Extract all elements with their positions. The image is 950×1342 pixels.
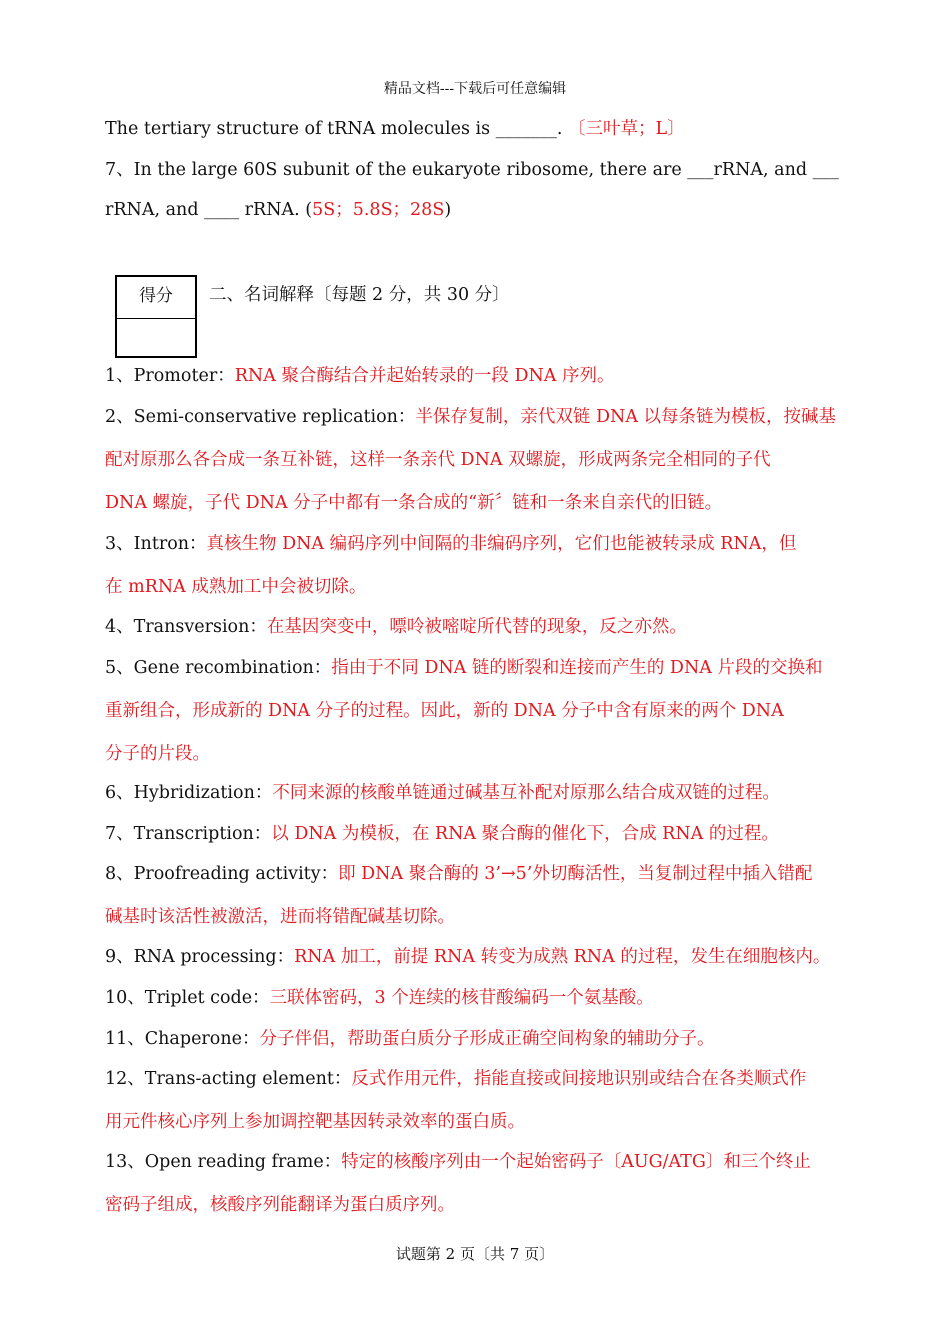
term-2-line-3: DNA 螺旋，子代 DNA 分子中都有一条合成的“新〞链和一条来自亲代的旧链。 [105, 493, 723, 513]
term-8 [105, 862, 850, 886]
term-7 [105, 822, 850, 846]
term-definition: 三联体密码，3 个连续的核苷酸编码一个氨基酸。 [269, 988, 654, 1008]
term-label: 4、Transversion： [105, 617, 267, 637]
term-label: 8、Proofreading activity： [105, 864, 339, 884]
term-label: 3、Intron： [105, 534, 207, 554]
term-1 [105, 364, 850, 388]
question-7-line-2 [105, 198, 850, 222]
section-title: 二、名词解释〔每题 2 分，共 30 分〕 [209, 285, 510, 305]
score-label: 得分 [117, 277, 195, 319]
term-definition: 反式作用元件，指能直接或间接地识别或结合在各类顺式作 [351, 1069, 807, 1089]
term-8-line-2: 碱基时该活性被激活，进而将错配碱基切除。 [105, 907, 455, 927]
term-definition: RNA 加工，前提 RNA 转变为成熟 RNA 的过程，发生在细胞核内。 [294, 947, 831, 967]
term-6 [105, 781, 850, 805]
term-5-line-2: 重新组合，形成新的 DNA 分子的过程。因此，新的 DNA 分子中含有原来的两个 DNA [105, 701, 784, 721]
term-2 [105, 405, 850, 429]
term-12 [105, 1067, 850, 1091]
term-3 [105, 532, 850, 556]
term-label: 6、Hybridization： [105, 783, 273, 803]
question-6 [105, 117, 850, 141]
question-6-answer: 〔三叶草；L〕 [568, 119, 685, 139]
term-12-line-2: 用元件核心序列上参加调控靶基因转录效率的蛋白质。 [105, 1112, 525, 1132]
term-definition: 指由于不同 DNA 链的断裂和连接而产生的 DNA 片段的交换和 [331, 658, 823, 678]
term-definition: 真核生物 DNA 编码序列中间隔的非编码序列，它们也能被转录成 RNA，但 [206, 534, 797, 554]
question-7-line-1: 7、In the large 60S subunit of the eukaryote ribosome, there are ___rRNA, and ___ [105, 160, 839, 180]
term-9 [105, 945, 850, 969]
term-10 [105, 986, 850, 1010]
term-5-line-3: 分子的片段。 [105, 744, 210, 764]
term-label: 12、Trans-acting element： [105, 1069, 352, 1089]
question-7-prefix: rRNA, and ____ rRNA. ( [105, 200, 313, 220]
term-13 [105, 1150, 850, 1174]
page-header: 精品文档---下载后可任意编辑 [383, 81, 567, 97]
term-3-line-2: 在 mRNA 成熟加工中会被切除。 [105, 577, 367, 597]
question-7-suffix: ) [444, 200, 452, 220]
term-label: 10、Triplet code： [105, 988, 270, 1008]
question-6-text: The tertiary structure of tRNA molecules is _______. [105, 119, 563, 139]
page-footer: 试题第 2 页〔共 7 页〕 [395, 1245, 555, 1263]
term-5 [105, 656, 850, 680]
term-definition: 在基因突变中，嘌呤被嘧啶所代替的现象，反之亦然。 [266, 617, 687, 637]
score-box [115, 275, 197, 358]
term-11 [105, 1027, 850, 1051]
term-label: 7、Transcription： [105, 824, 272, 844]
term-definition: 不同来源的核酸单链通过碱基互补配对原那么结合成双链的过程。 [272, 783, 780, 803]
term-definition: 以 DNA 为模板，在 RNA 聚合酶的催化下，合成 RNA 的过程。 [271, 824, 779, 844]
term-definition: 特定的核酸序列由一个起始密码子〔AUG/ATG〕和三个终止 [341, 1152, 811, 1172]
term-label: 5、Gene recombination： [105, 658, 332, 678]
term-label: 11、Chaperone： [105, 1029, 260, 1049]
question-7-answer: 5S；5.8S；28S [312, 200, 445, 220]
term-label: 13、Open reading frame： [105, 1152, 342, 1172]
term-label: 1、Promoter： [105, 366, 235, 386]
term-label: 2、Semi-conservative replication： [105, 407, 416, 427]
term-2-line-2: 配对原那么各合成一条互补链，这样一条亲代 DNA 双螺旋，形成两条完全相同的子代 [105, 450, 771, 470]
term-definition: 即 DNA 聚合酶的 3’→5’外切酶活性，当复制过程中插入错配 [338, 864, 813, 884]
term-4 [105, 615, 850, 639]
term-definition: 分子伴侣，帮助蛋白质分子形成正确空间构象的辅助分子。 [259, 1029, 715, 1049]
term-definition: RNA 聚合酶结合并起始转录的一段 DNA 序列。 [234, 366, 615, 386]
term-13-line-2: 密码子组成，核酸序列能翻译为蛋白质序列。 [105, 1195, 455, 1215]
term-definition: 半保存复制，亲代双链 DNA 以每条链为模板，按碱基 [415, 407, 837, 427]
term-label: 9、RNA processing： [105, 947, 295, 967]
